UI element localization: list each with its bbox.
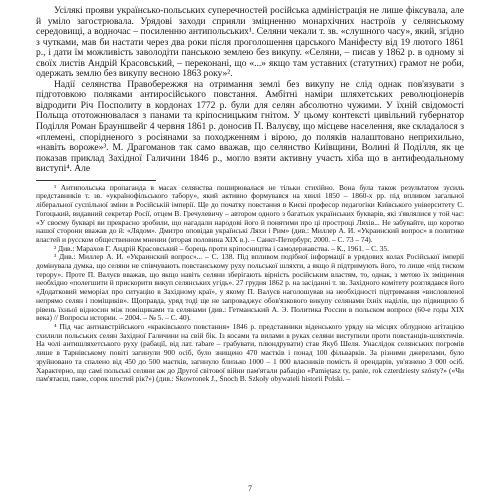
footnote: ² Див.: Марахов Г. Андрій Красовський – борець проти кріпосництва і самодержавства. – К., 1961. – С. 35. bbox=[54, 243, 389, 253]
footnote: ³ Див.: Миллер А. И. «Украинский вопрос»... – С. 138. Під впливом подібної інформації в урядових колах Російської імперії домінувала думка, що селяни не співчувають повстанському руху польської шляхти, а якщо й підтримують його, то лише «під тиском терору». Проте П. Валуєв вважав, що якщо навіть селяни зберігають вірність російським властям, то, однак, з метою їх зміцнення необхідно «полегшити й прискорити викуп селянських угідь». 27 грудня 1862 р. на засіданні т. зв. Західного комітету розглядався його «Додатковий меморіал про ситуацію в Західному краї», у якому П. Валуєв наголошував на необхідності підтримання «висловленої непрямо селян і поміщиків». Щоправда, уряд тоді ще не запроваджує обов'язкового викупу селянами їхніх наділів, що підвищило б рівень їхньої відносин між поміщиками та селянами (див.: Гетманський А. Э. Политика России в польском вопросе (60-е годы XIX века) // Вопросы истории. – 2004. – № 5. – С. 40). bbox=[36, 252, 464, 323]
document-page bbox=[36, 6, 464, 496]
body-paragraph: Надії селянства Правобережжя на отримання землі без викупу не слід однак пов'язувати з підготовкою поляками антиросійського повстання. Амбітні наміри шляхетських революціонерів відродити Річ Посполиту в кордонах 1772 р. були для селян абсолютно чужими. У їхній свідомості Польща ототожнювалася з панами та кріпосницьким гнітом. У цьому контексті цивільний губернатор Поділля Роман Брауншвейг 4 червня 1861 р. доносив П. Валуєву, що місцеве населення, яке складалося з «племені, спорідненого з росіянами за походженням і вірою, до поляків налаштовано неприхильно, «навіть вороже»³. М. Драгоманов так само вважав, що селянство Київщини, Волині й Поділля, як це показав приклад Західної Галичини 1846 р., могло взяти активну участь хіба що в антифеодальному виступі⁴. Але bbox=[36, 78, 464, 175]
body-paragraph: Усілякі прояви українсько-польських суперечностей російська адміністрація не лише фіксувала, але й уміло загострювала. Урядові заходи сприяли зміцненню монархічних настроїв у селянському середовищі, а водночас – посиленню антипольських¹. Селяни чекали т. зв. «слушного часу», який, згідно з чутками, мав би настати через два роки після проголошення царського Маніфесту від 19 лютого 1861 р., і дати їм можливість заволодіти панською землею без викупу. «Селяни, – писав у 1862 р. в одному зі своїх листів Андрій Красовський, – переконані, що «...» якщо там уставних (статутних) грамот не роби, одержать землю без викупу весною 1863 року»². bbox=[36, 5, 464, 80]
footnotes bbox=[36, 184, 464, 384]
footnote: ¹ Антипольська пропаганда в масах селянства поширювалася не тільки стихійно. Вона була також результатом зусиль представників т. зв. «українофільського табору», який активно формувався на хвилі 1850 – 1860-х рр. під впливом загальної ліберальної суспільної зміни в Російській імперії. Ще до початку повстання в Києві професор педагогіки Київського університету С. Гогоцький, видавний секретар Росії, отцем В. Гречулевичу – автором одного з багатьох українських букварів, які з'являлися у той час: «У своєму букварі ви прекрасно зробили, що нагадали народові його й понятими про ці простроці Ляхів... Не забувайте, що коротко нашої сторони вважав до й: «Лядом». Дмитро оповідав українські Ляхи і Рим» (див.: Миллер А. И. «Украинский вопрос» в политике властей и русском общественном мнении (вторая половина XIX в.). – Санкт-Петербург, 2000. – С. 73 – 74). bbox=[36, 182, 464, 244]
main-text bbox=[36, 6, 464, 175]
footnote: ⁴ Під час антиавстрійського «краківського повстання» 1846 р. представники віденського уряду на місцях облудною агітацією схилили польських селян Західної Галичини на свій бік. Із косами та вилами в руках селяни виступили проти повстанців-шляхтичів. На чолі антишляхетського руху (рабації, від лат. rabare – грабувати, плюндрувати) став Якуб Шеля. Унаслідок селянських погромів лише в Тарнівському повіті загинули 900 осіб, було знищено 470 маєтків і понад 100 фільварків. За різними джерелами, було зруйновано та спалено від 450 до 500 маєтків, загинуло близько 1000 – 1 000 власників помість й орендарів, ув'язнено 3 000 осіб. Характерно, що самі польські селяни аж до Другої світової війни пам'ятали рабацію «Pamiętasz ty, panie, rok czterdziesty szósty?» («Чи пам'ятаєш, пане, сорок шостий рік?») (див.: Skowronek J., Śnoch B. Szkoły obywateli historii Polski. – bbox=[36, 322, 464, 384]
page-number: 7 bbox=[248, 484, 252, 493]
footnote-separator bbox=[36, 180, 156, 181]
